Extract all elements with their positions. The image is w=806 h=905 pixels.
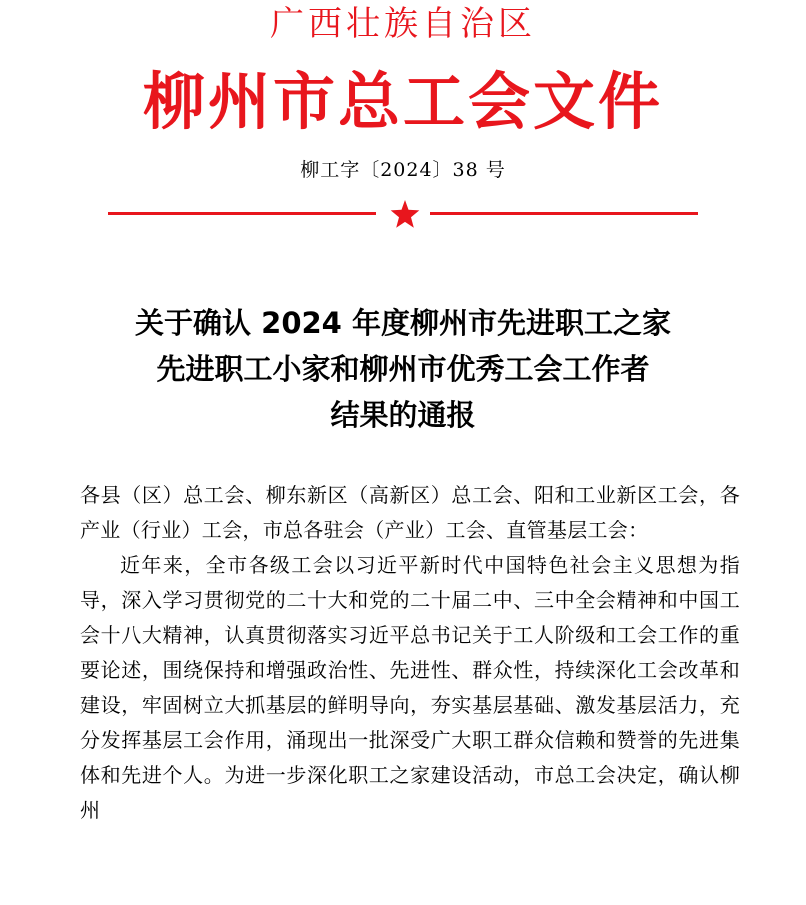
title-line-2: 先进职工小家和柳州市优秀工会工作者 [156, 352, 650, 386]
issuing-region: 广西壮族自治区 [270, 4, 536, 44]
red-divider [108, 200, 698, 230]
title-line-3: 结果的通报 [330, 398, 476, 432]
star-icon [391, 200, 420, 228]
salutation: 各县（区）总工会、柳东新区（高新区）总工会、阳和工业新区工会，各产业（行业）工会，市总各驻会（产业）工会、直管基层工会： [80, 483, 740, 542]
document-masthead: 柳州市总工会文件 [142, 65, 663, 138]
divider-left-line [108, 212, 376, 215]
document-title [0, 300, 806, 438]
document-number: 柳工字〔2024〕38 号 [300, 159, 506, 181]
divider-right-line [430, 212, 698, 215]
document-body [80, 478, 740, 828]
title-line-1: 关于确认 2024 年度柳州市先进职工之家 [135, 306, 671, 340]
body-paragraph: 近年来，全市各级工会以习近平新时代中国特色社会主义思想为指导，深入学习贯彻党的二十大和党的二十届二中、三中全会精神和中国工会十八大精神，认真贯彻落实习近平总书记关于工人阶级和工会工作的重要论述，围绕保持和增强政治性、先进性、群众性，持续深化工会改革和建设，牢固树立大抓基层的鲜明导向，夯实基层基础、激发基层活力，充分发挥基层工会作用，涌现出一批深受广大职工群众信赖和赞誉的先进集体和先进个人。为进一步深化职工之家建设活动，市总工会决定，确认柳州 [80, 553, 740, 822]
